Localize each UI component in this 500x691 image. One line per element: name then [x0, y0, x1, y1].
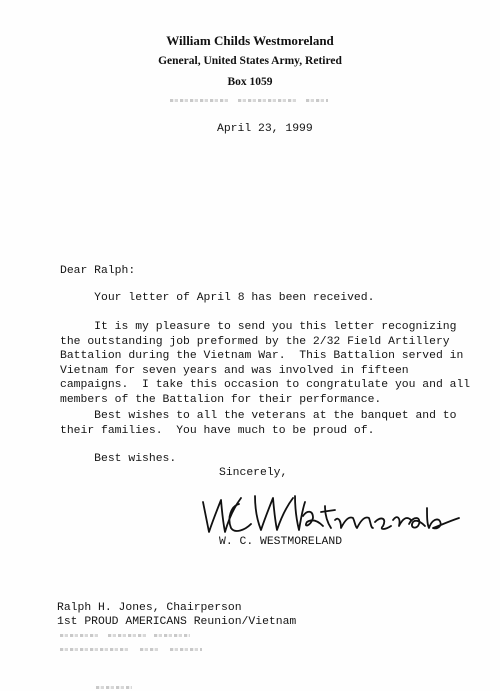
paragraph-line: their families. You have much to be proud of.	[60, 424, 375, 437]
paragraph-line: Battalion during the Vietnam War. This Battalion served in	[60, 350, 464, 363]
redacted-footer	[96, 686, 132, 689]
redacted-address-2	[238, 99, 296, 102]
paragraph-line: Vietnam for seven years and was involved in fifteen	[60, 364, 409, 377]
closing: Sincerely,	[219, 467, 288, 479]
paragraph-line: the outstanding job preformed by the 2/32 Field Artillery	[60, 335, 450, 348]
signature-name: W. C. WESTMORELAND	[219, 536, 343, 548]
redacted-recipient-city	[60, 648, 128, 651]
redacted-recipient-address-1	[60, 634, 100, 637]
handwritten-signature	[195, 488, 465, 538]
letter-date: April 23, 1999	[217, 123, 313, 135]
paragraph-line: Your letter of April 8 has been received.	[60, 292, 375, 304]
paragraph-line: Best wishes.	[60, 453, 177, 465]
redacted-recipient-address-2	[108, 634, 146, 637]
redacted-recipient-zip	[170, 648, 202, 651]
letterhead-rank: General, United States Army, Retired	[158, 55, 342, 67]
redacted-address-3	[306, 99, 328, 102]
redacted-recipient-address-3	[154, 634, 190, 637]
paragraph-line: It is my pleasure to send you this letter recognizing	[60, 321, 457, 333]
salutation: Dear Ralph:	[60, 265, 136, 277]
redacted-recipient-state	[140, 648, 158, 651]
recipient-line-1: Ralph H. Jones, Chairperson	[57, 602, 242, 614]
redacted-address-1	[170, 99, 230, 102]
recipient-line-2: 1st PROUD AMERICANS Reunion/Vietnam	[57, 616, 297, 628]
letterhead-name: William Childs Westmoreland	[166, 33, 334, 48]
paragraph-line: campaigns. I take this occasion to congratulate you and all	[60, 379, 471, 392]
paragraph-line: Best wishes to all the veterans at the banquet and to	[60, 410, 457, 422]
paragraph-line: members of the Battalion for their performance.	[60, 394, 382, 406]
letterhead-box: Box 1059	[227, 76, 273, 88]
